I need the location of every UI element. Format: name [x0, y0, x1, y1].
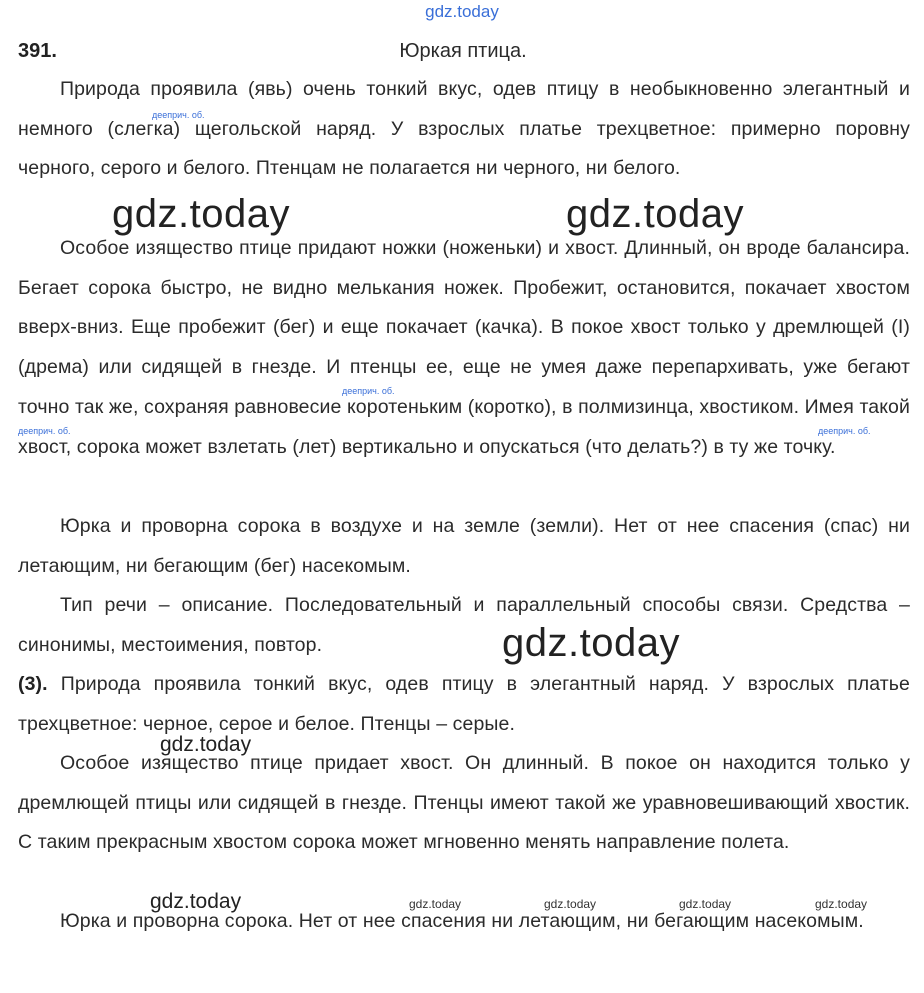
paragraph-4: Тип речи – описание. Последовательный и параллельный способы связи. Средства – синонимы, местоимения, повтор.: [18, 594, 910, 656]
watermark-big-1: gdz.today: [112, 192, 290, 236]
note-participle-2: дееприч. об.: [342, 386, 395, 396]
summary-label: (3).: [18, 673, 48, 695]
watermark-small-1: gdz.today: [409, 897, 462, 911]
watermark-small-4: gdz.today: [815, 897, 868, 911]
watermark-big-3: gdz.today: [502, 621, 680, 665]
summary-paragraph-1: [18, 665, 910, 744]
note-participle-1: дееприч. об.: [152, 110, 205, 120]
watermark-top: gdz.today: [425, 2, 499, 21]
watermark-small-3: gdz.today: [679, 897, 732, 911]
paragraph-2: Особое изящество птице придают ножки (ноженьки) и хвост. Длинный, он вроде балансира. Бегает сорока быстро, не видно мелькания ножек. Пробежит, остановится, покачает хвостом вверх-вниз. Еще пробежит (бег) и еще покачает (качка). В покое хвост только у дремлющей (I) (дрема) или сидящей в гнезде. И птенцы ее, еще не умея даже перепархивать, уже бегают точно так же, сохраняя равновесие коротеньким (коротко), в полмизинца, хвостиком. Имея такой хвост, сорока может взлетать (лет) вертикально и опускаться (что делать?) в ту же точку.: [18, 237, 910, 458]
watermark-mid-2: gdz.today: [150, 890, 242, 913]
summary-paragraph-3: Юрка и проворна сорока. Нет от нее спасения ни летающим, ни бегающим насекомым.: [60, 910, 864, 932]
exercise-header: [18, 40, 908, 68]
exercise-number: 391.: [18, 40, 57, 62]
note-participle-4: дееприч. об.: [818, 426, 871, 436]
watermark-mid-1: gdz.today: [160, 733, 252, 756]
paragraph-3: Юрка и проворна сорока в воздухе и на земле (земли). Нет от нее спасения (спас) ни летающим, ни бегающим (бег) насекомым.: [18, 515, 910, 577]
paragraph-1: Природа проявила (явь) очень тонкий вкус, одев птицу в необыкновенно элегантный и немного (слегка) щегольской наряд. У взрослых платье трехцветное: примерно поровну черного, серого и белого. Птенцам не полагается ни черного, ни белого.: [18, 78, 910, 180]
exercise-title: Юркая птица.: [399, 40, 527, 62]
note-participle-3: дееприч. об.: [18, 426, 71, 436]
summary-text-1: Природа проявила тонкий вкус, одев птицу в элегантный наряд. У взрослых платье трехцветное: черное, серое и белое. Птенцы – серые.: [18, 673, 910, 735]
watermark-small-2: gdz.today: [544, 897, 597, 911]
summary-paragraph-2: Особое изящество птице придает хвост. Он длинный. В покое он находится только у дремлющей птицы или сидящей в гнезде. Птенцы имеют такой же уравновешивающий хвостик. С таким прекрасным хвостом сорока может мгновенно менять направление полета.: [18, 752, 910, 854]
watermark-big-2: gdz.today: [566, 192, 744, 236]
